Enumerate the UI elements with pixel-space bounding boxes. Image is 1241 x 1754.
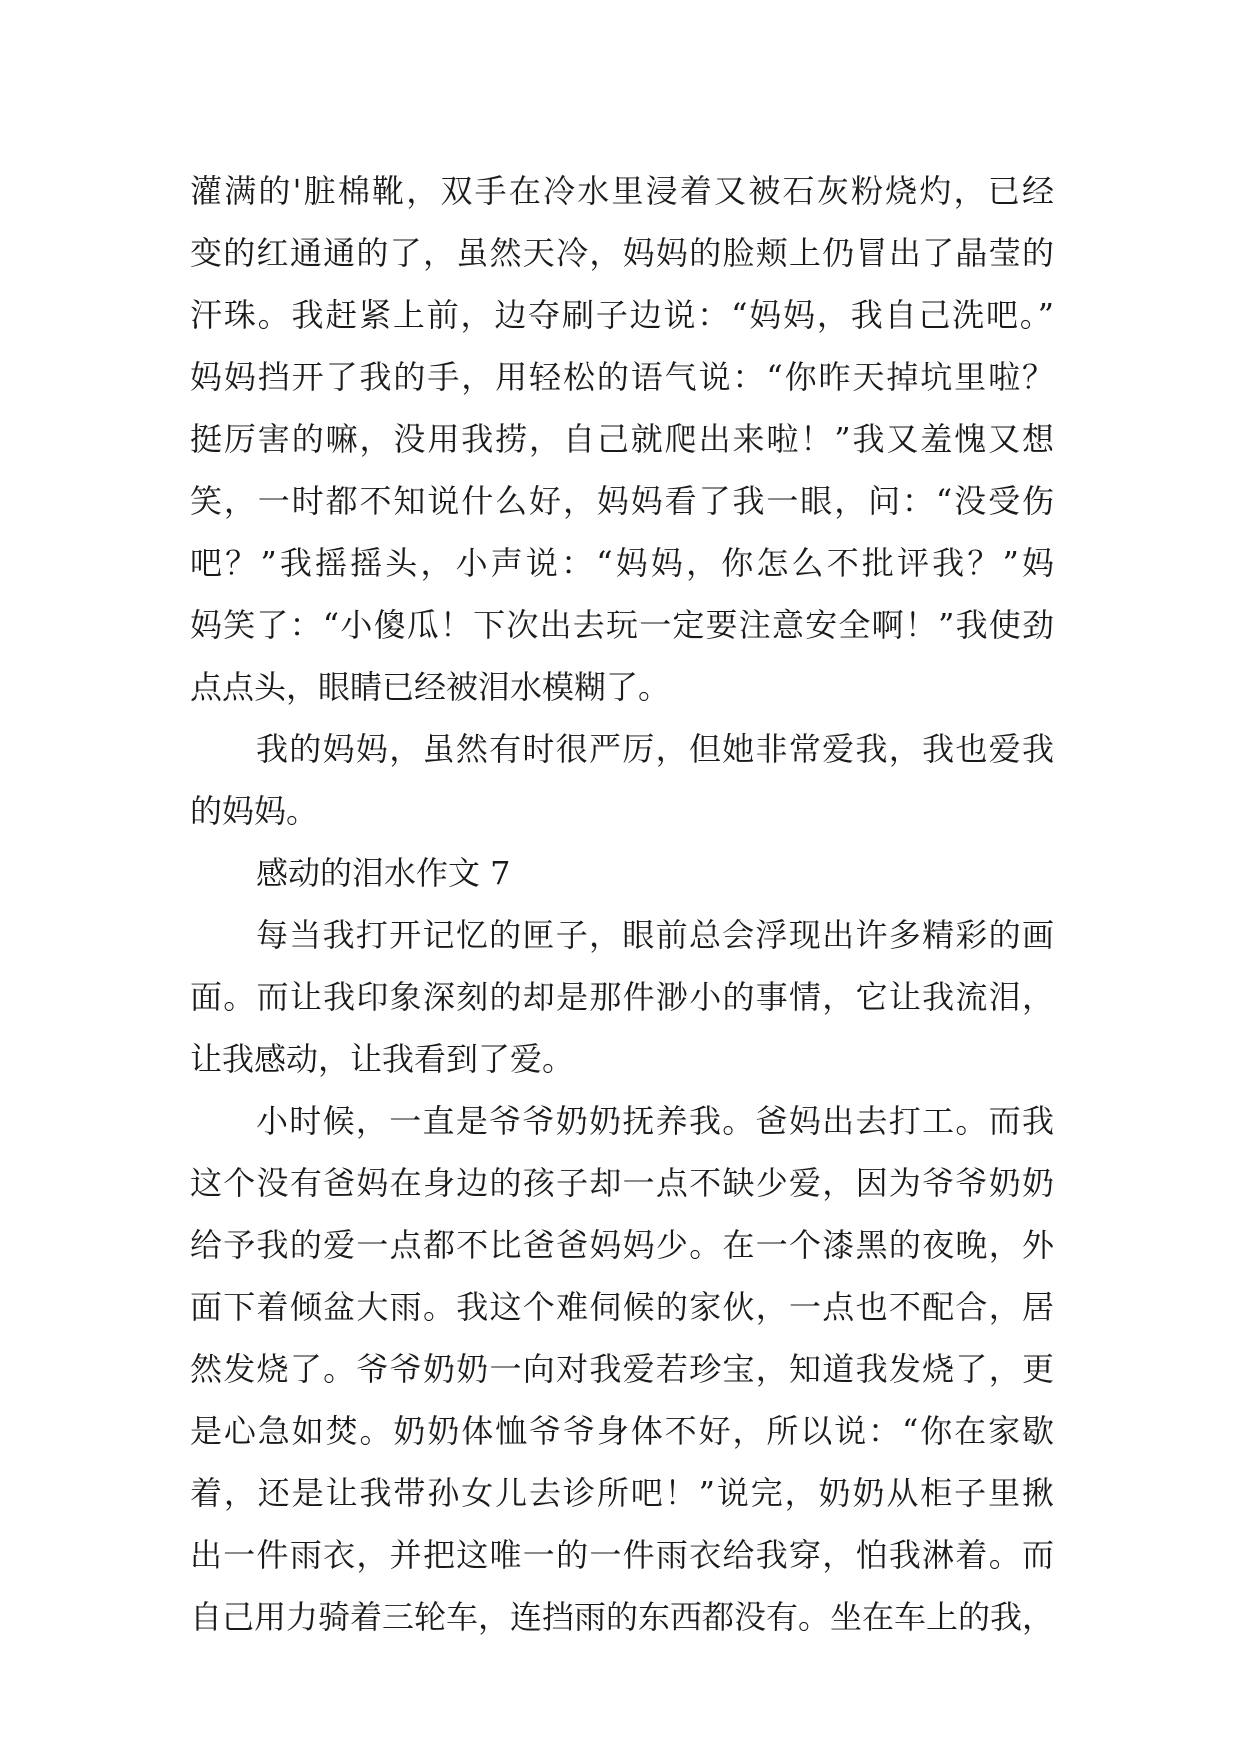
text-line: 出一件雨衣，并把这唯一的一件雨衣给我穿，怕我淋着。而 [190,1536,1054,1574]
text-line: 挺厉害的嘛，没用我捞，自己就爬出来啦！”我又羞愧又想 [190,420,1054,458]
text-line: 是心急如焚。奶奶体恤爷爷身体不好，所以说：“你在家歇 [190,1412,1054,1450]
text-line: 妈妈挡开了我的手，用轻松的语气说：“你昨天掉坑里啦？ [190,358,1054,396]
text-line: 我的妈妈，虽然有时很严厉，但她非常爱我，我也爱我 [256,730,1054,768]
text-line: 然发烧了。爷爷奶奶一向对我爱若珍宝，知道我发烧了，更 [190,1350,1054,1388]
text-line: 每当我打开记忆的匣子，眼前总会浮现出许多精彩的画 [256,916,1054,954]
text-line: 着，还是让我带孙女儿去诊所吧！”说完，奶奶从柜子里揪 [190,1474,1054,1512]
text-line: 变的红通通的了，虽然天冷，妈妈的脸颊上仍冒出了晶莹的 [190,234,1054,272]
text-line: 的妈妈。 [190,792,319,830]
document-body [190,160,1054,1648]
text-line: 让我感动，让我看到了爱。 [190,1040,575,1078]
text-line: 吧？”我摇摇头，小声说：“妈妈，你怎么不批评我？”妈 [190,544,1054,582]
text-line: 小时候，一直是爷爷奶奶抚养我。爸妈出去打工。而我 [256,1102,1054,1140]
text-line: 面。而让我印象深刻的却是那件渺小的事情，它让我流泪， [190,978,1054,1016]
text-line: 感动的泪水作文 7 [256,854,511,892]
text-line: 这个没有爸妈在身边的孩子却一点不缺少爱，因为爷爷奶奶 [190,1164,1054,1202]
text-line: 给予我的爱一点都不比爸爸妈妈少。在一个漆黑的夜晚，外 [190,1226,1054,1264]
text-line: 妈笑了：“小傻瓜！下次出去玩一定要注意安全啊！”我使劲 [190,606,1054,644]
text-line: 灌满的'脏棉靴，双手在冷水里浸着又被石灰粉烧灼，已经 [190,172,1054,210]
text-line: 自己用力骑着三轮车，连挡雨的东西都没有。坐在车上的我， [190,1598,1054,1636]
text-line: 点点头，眼睛已经被泪水模糊了。 [190,668,671,706]
text-line: 笑，一时都不知说什么好，妈妈看了我一眼，问：“没受伤 [190,482,1054,520]
text-line: 面下着倾盆大雨。我这个难伺候的家伙，一点也不配合，居 [190,1288,1054,1326]
text-line: 汗珠。我赶紧上前，边夺刷子边说：“妈妈，我自己洗吧。” [190,296,1054,334]
